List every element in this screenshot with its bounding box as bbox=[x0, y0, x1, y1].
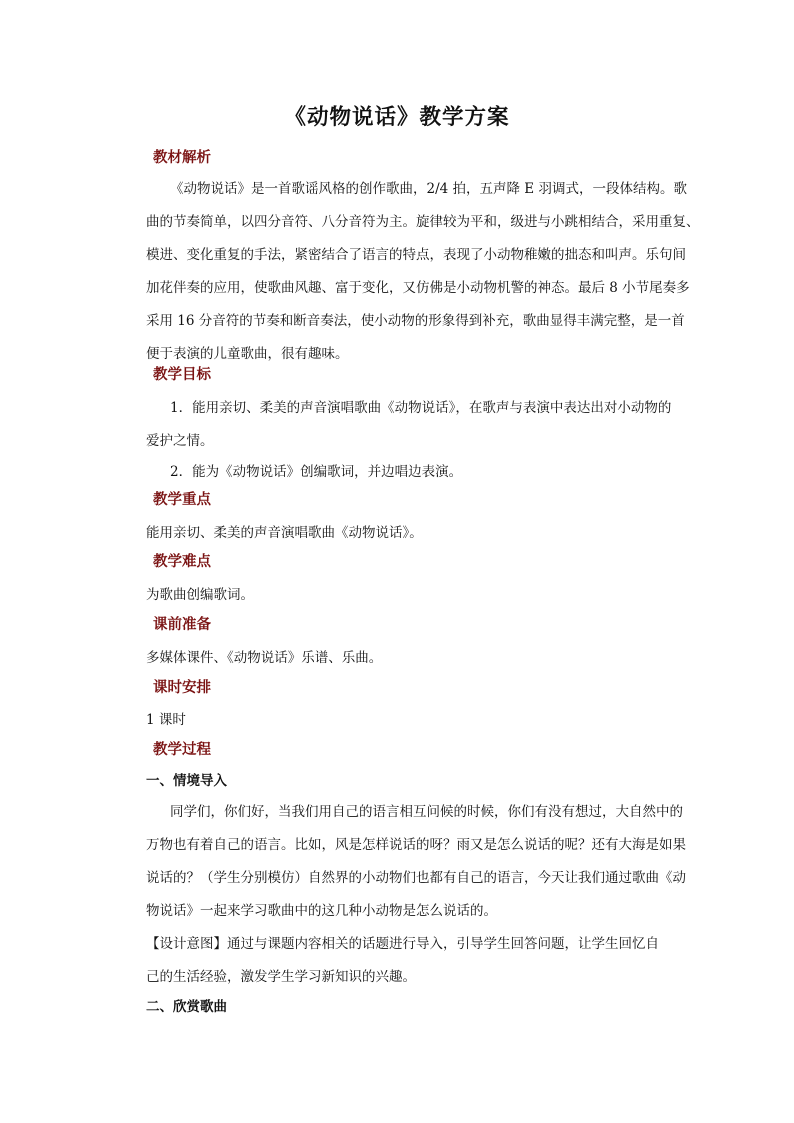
page-title: 《动物说话》教学方案 bbox=[284, 105, 510, 130]
process-step-1-heading: 一、情境导入 bbox=[146, 773, 227, 789]
section-heading-process: 教学过程 bbox=[153, 741, 211, 758]
analysis-line-6: 便于表演的儿童歌曲，很有趣味。 bbox=[146, 346, 349, 362]
section-heading-difficulties: 教学难点 bbox=[153, 553, 211, 570]
analysis-line-2: 曲的节奏简单，以四分音符、八分音符为主。旋律较为平和，级进与小跳相结合，采用重复、 bbox=[146, 214, 700, 230]
process-step-2-heading: 二、欣赏歌曲 bbox=[146, 999, 227, 1015]
key-points-text: 能用亲切、柔美的声音演唱歌曲《动物说话》。 bbox=[146, 525, 423, 541]
step-1-line-2: 万物也有着自己的语言。比如，风是怎样说话的呀？雨又是怎么说话的呢？还有大海是如果 bbox=[146, 837, 686, 853]
difficulties-text: 为歌曲创编歌词。 bbox=[146, 587, 254, 603]
goal-item-2: 2．能为《动物说话》创编歌词，并边唱边表演。 bbox=[170, 464, 463, 480]
design-intent-line-2: 己的生活经验，激发学生学习新知识的兴趣。 bbox=[146, 969, 416, 985]
step-1-line-3: 说话的？（学生分别模仿）自然界的小动物们也都有自己的语言，今天让我们通过歌曲《动 bbox=[146, 870, 686, 886]
step-1-line-4: 物说话》一起来学习歌曲中的这几种小动物是怎么说话的。 bbox=[146, 903, 497, 919]
section-heading-goals: 教学目标 bbox=[153, 366, 211, 383]
step-1-line-1: 同学们，你们好，当我们用自己的语言相互问候的时候，你们有没有想过，大自然中的 bbox=[170, 804, 683, 820]
preparation-text: 多媒体课件、《动物说话》乐谱、乐曲。 bbox=[146, 650, 383, 666]
section-heading-preparation: 课前准备 bbox=[153, 616, 211, 633]
goal-item-1-line-1: 1．能用亲切、柔美的声音演唱歌曲《动物说话》，在歌声与表演中表达出对小动物的 bbox=[170, 400, 672, 416]
goal-item-1-line-2: 爱护之情。 bbox=[146, 433, 214, 449]
section-heading-key-points: 教学重点 bbox=[153, 491, 211, 508]
design-intent-line-1: 【设计意图】通过与课题内容相关的话题进行导入，引导学生回答问题，让学生回忆自 bbox=[146, 936, 659, 952]
section-heading-analysis: 教材解析 bbox=[153, 149, 211, 166]
analysis-line-5: 采用 16 分音符的节奏和断音奏法，使小动物的形象得到补充，歌曲显得丰满完整，是一首 bbox=[146, 313, 685, 329]
analysis-line-4: 加花伴奏的应用，使歌曲风趣、富于变化，又仿佛是小动物机警的神态。最后 8 小节尾奏多 bbox=[146, 280, 690, 296]
analysis-line-1: 《动物说话》是一首歌谣风格的创作歌曲，2/4 拍，五声降 E 羽调式，一段体结构。歌 bbox=[170, 181, 687, 197]
schedule-text: 1 课时 bbox=[146, 712, 186, 728]
section-heading-schedule: 课时安排 bbox=[153, 679, 211, 696]
analysis-line-3: 模进、变化重复的手法，紧密结合了语言的特点，表现了小动物稚嫩的拙态和叫声。乐句间 bbox=[146, 247, 686, 263]
